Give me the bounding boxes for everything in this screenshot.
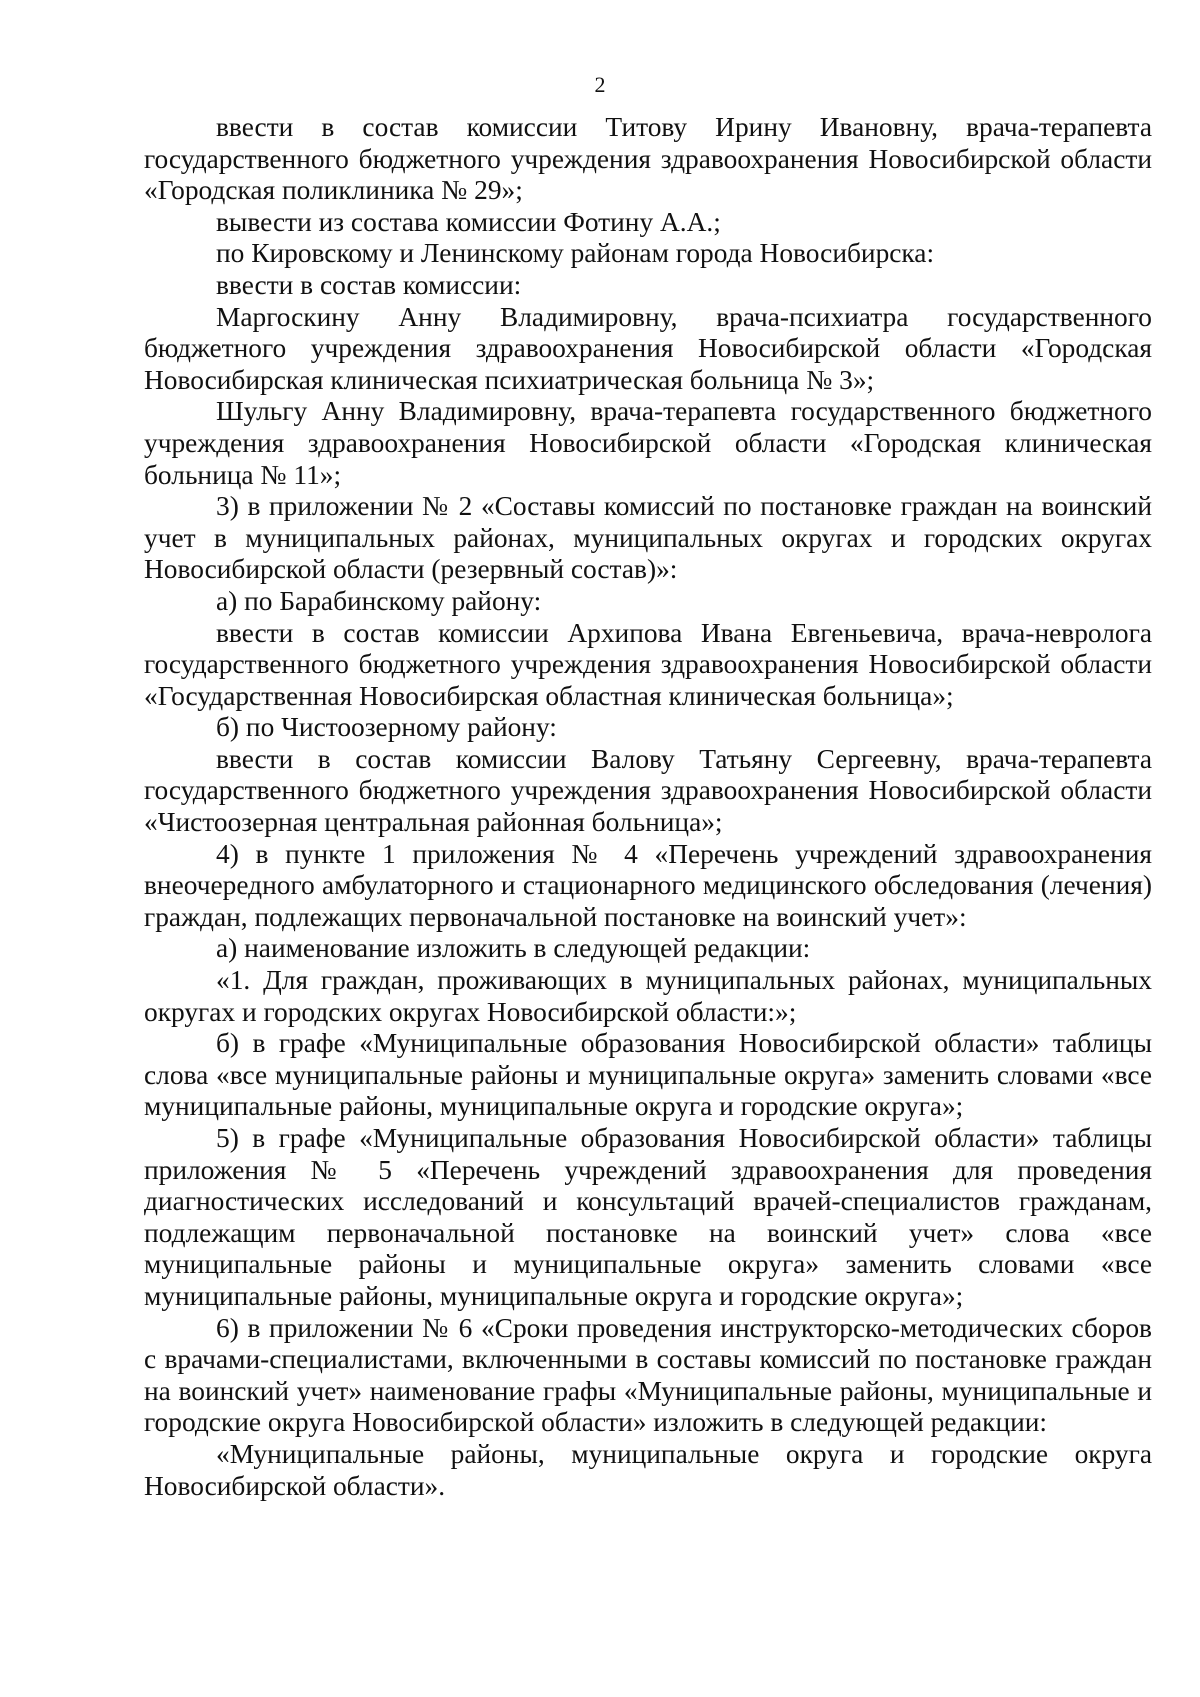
paragraph: вывести из состава комиссии Фотину А.А.; <box>216 206 721 237</box>
paragraph: «1. Для граждан, проживающих в муниципальных районах, муниципальных округах и городских округах Новосибирской области:»; <box>144 965 1152 1027</box>
paragraph: ввести в состав комиссии Валову Татьяну Сергеевну, врача-терапевта государственного бюджетного учреждения здравоохранения Новосибирской области «Чистоозерная центральная районная больница»; <box>144 743 1152 838</box>
paragraph: ввести в состав комиссии Титову Ирину Ивановну, врача-терапевта государственного бюджетного учреждения здравоохранения Новосибирской области «Городская поликлиника № 29»; <box>144 112 1152 206</box>
paragraph: ввести в состав комиссии Архипова Ивана Евгеньевича, врача-невролога государственного бюджетного учреждения здравоохранения Новосибирской области «Государственная Новосибирская областная клиническая больница»; <box>144 617 1152 711</box>
paragraph: 6) в приложении № 6 «Сроки проведения инструкторско-методических сборов с врачами-специалистами, включенными в составы комиссий по постановке граждан на воинский учет» наименование графы «Муниципальные районы, муниципальные и городские округа Новосибирской области» изложить в следующей редакции: <box>144 1312 1152 1438</box>
paragraph: б) в графе «Муниципальные образования Новосибирской области» таблицы слова «все муниципальные районы и муниципальные округа» заменить словами «все муниципальные районы, муниципальные округа и городские округа»; <box>144 1028 1152 1122</box>
paragraph: 4) в пункте 1 приложения № 4 «Перечень учреждений здравоохранения внеочередного амбулаторного и стационарного медицинского обследования (лечения) граждан, подлежащих первоначальной постановке на воинский учет»: <box>144 838 1152 932</box>
page-number: 2 <box>594 72 606 97</box>
paragraph: б) по Чистоозерному району: <box>216 712 557 743</box>
document-body <box>144 112 1152 1502</box>
paragraph: «Муниципальные районы, муниципальные округа и городские округа Новосибирской области». <box>144 1438 1152 1501</box>
paragraph: 5) в графе «Муниципальные образования Новосибирской области» таблицы приложения № 5 «Перечень учреждений здравоохранения для проведения диагностических исследований и консультаций врачей-специалистов гражданам, подлежащим первоначальной постановке на воинский учет» слова «все муниципальные районы и муниципальные округа» заменить словами «все муниципальные районы, муниципальные округа и городские округа»; <box>144 1123 1152 1311</box>
paragraph: ввести в состав комиссии: <box>216 269 522 300</box>
paragraph: Маргоскину Анну Владимировну, врача-психиатра государственного бюджетного учреждения здравоохранения Новосибирской области «Городская Новосибирская клиническая психиатрическая больница № 3»; <box>144 301 1152 395</box>
paragraph: 3) в приложении № 2 «Составы комиссий по постановке граждан на воинский учет в муниципальных районах, муниципальных округах и городских округах Новосибирской области (резервный состав)»: <box>144 491 1152 585</box>
paragraph: Шульгу Анну Владимировну, врача-терапевта государственного бюджетного учреждения здравоохранения Новосибирской области «Городская клиническая больница № 11»; <box>144 396 1152 490</box>
paragraph: а) по Барабинскому району: <box>216 585 542 616</box>
paragraph: по Кировскому и Ленинскому районам города Новосибирска: <box>216 238 935 269</box>
paragraph: а) наименование изложить в следующей редакции: <box>216 933 811 964</box>
